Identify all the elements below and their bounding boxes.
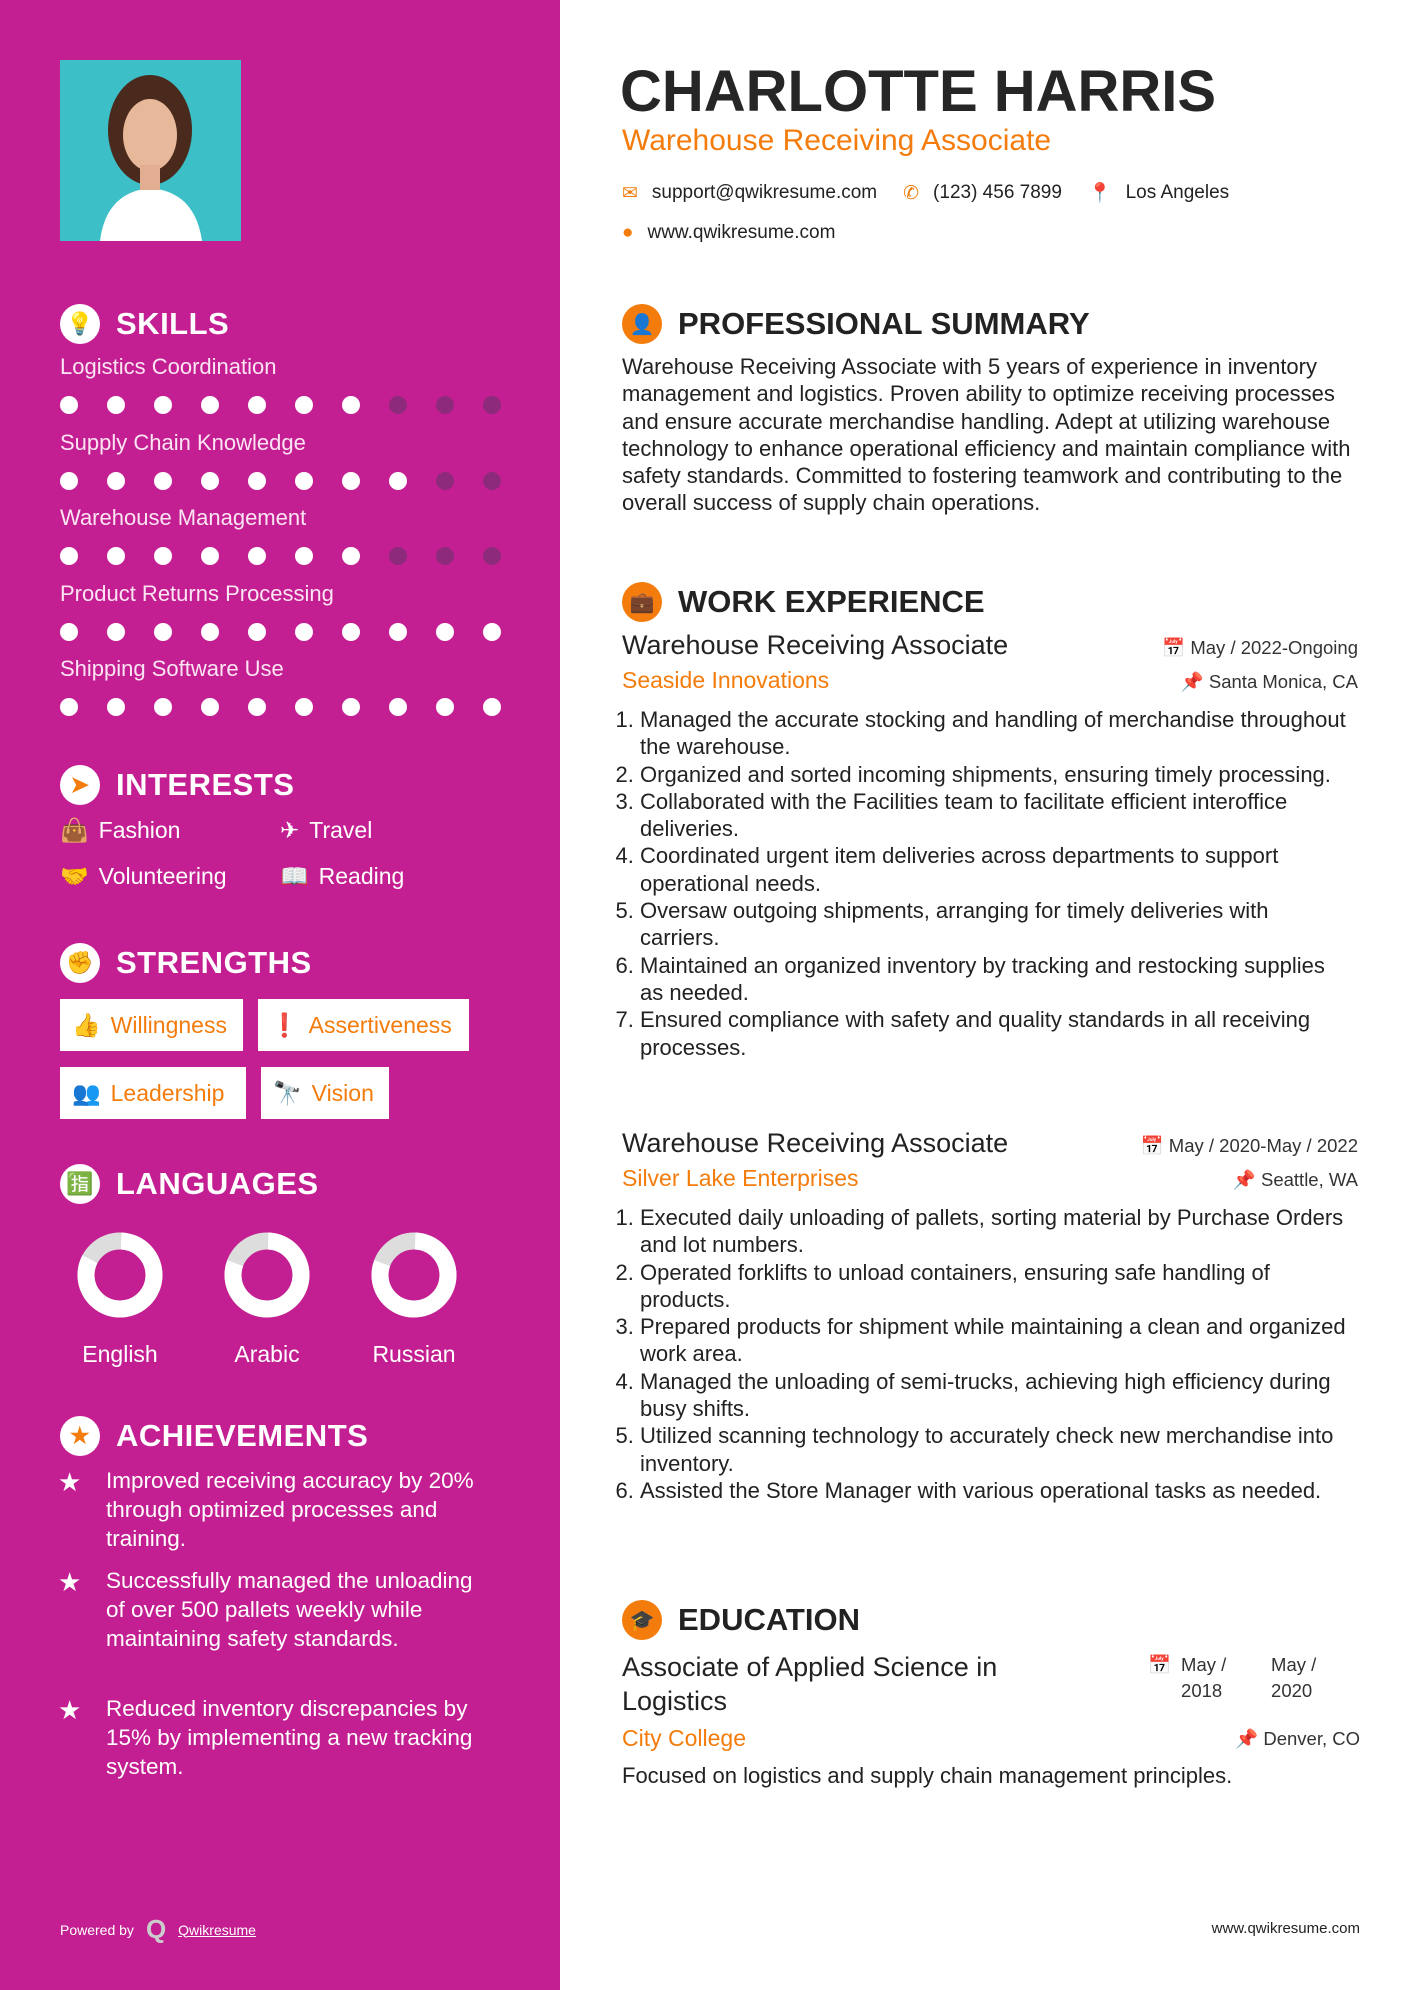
rating-dot	[295, 623, 313, 641]
calendar-icon: 📅	[1140, 1135, 1169, 1156]
rating-dot	[436, 547, 454, 565]
job-bullet: 1. Executed daily unloading of pallets, sorting material by Purchase Orders and lot numbers.	[640, 1204, 1352, 1259]
rating-dot	[389, 698, 407, 716]
globe-icon: ●	[622, 222, 634, 243]
rating-dot	[483, 623, 501, 641]
rating-dot	[60, 623, 78, 641]
star-icon: ★	[58, 1695, 82, 1725]
calendar-icon: 📅	[1162, 637, 1191, 658]
map-pin-icon: 📍	[1087, 183, 1112, 204]
contact-row	[622, 181, 1229, 205]
rating-dot	[60, 698, 78, 716]
rating-dot	[342, 396, 360, 414]
skill-rating	[60, 396, 520, 414]
achievements-heading: ★ ACHIEVEMENTS	[60, 1416, 368, 1456]
profile-photo	[60, 60, 241, 241]
rating-dot	[201, 623, 219, 641]
translate-icon: 🈯	[60, 1164, 100, 1204]
pin-icon: 📌	[1235, 1728, 1264, 1749]
strength-badge: 🔭 Vision	[261, 1067, 389, 1119]
candidate-name: CHARLOTTE HARRIS	[620, 59, 1217, 124]
language-label: Arabic	[234, 1341, 300, 1367]
job-bullet: 5. Oversaw outgoing shipments, arranging for timely deliveries with carriers.	[640, 897, 1352, 952]
rating-dot	[154, 472, 172, 490]
skill-rating	[60, 698, 520, 716]
job-entry	[622, 1128, 1358, 1504]
book-icon: 📖	[280, 863, 309, 889]
skill-rating	[60, 623, 520, 641]
rating-dot	[436, 396, 454, 414]
graduate-icon: 🎓	[622, 1600, 662, 1640]
rating-dot	[295, 547, 313, 565]
job-bullets	[616, 1204, 1352, 1504]
job-bullet: 7. Ensured compliance with safety and quality standards in all receiving processes.	[640, 1006, 1352, 1061]
job-bullet: 4. Managed the unloading of semi-trucks, achieving high efficiency during busy shifts.	[640, 1368, 1352, 1423]
language-donut	[369, 1230, 459, 1320]
job-bullet: 5. Utilized scanning technology to accurately check new merchandise into inventory.	[640, 1422, 1352, 1477]
rating-dot	[295, 698, 313, 716]
languages-heading: 🈯 LANGUAGES	[60, 1164, 319, 1204]
fist-icon: ✊	[60, 943, 100, 983]
rating-dot	[342, 472, 360, 490]
job-bullet: 1. Managed the accurate stocking and handling of merchandise throughout the warehouse.	[640, 706, 1352, 761]
rating-dot	[60, 396, 78, 414]
job-location: 📌 Santa Monica, CA	[1180, 671, 1358, 692]
rating-dot	[248, 547, 266, 565]
language-donut	[222, 1230, 312, 1320]
strength-badge: ❗ Assertiveness	[258, 999, 469, 1051]
summary-text: Warehouse Receiving Associate with 5 years of experience in inventory management and logistics. Proven ability to optimize receiving processes and ensure accurate merchandise handling. Adept at utilizing warehouse technology to enhance operational efficiency and maintain compliance with safety standards. Committed to fostering teamwork and contributing to the overall success of supply chain operations.	[622, 354, 1351, 516]
rating-dot	[389, 396, 407, 414]
job-bullet: 6. Assisted the Store Manager with various operational tasks as needed.	[640, 1477, 1352, 1504]
interest-item: ✈ Travel	[280, 817, 373, 843]
experience-heading: 💼 WORK EXPERIENCE	[622, 582, 985, 622]
rating-dot	[248, 396, 266, 414]
star-icon: ★	[58, 1467, 82, 1497]
rating-dot	[483, 396, 501, 414]
skill-label: Logistics Coordination	[60, 354, 277, 379]
strength-badge: 👥 Leadership	[60, 1067, 246, 1119]
website-row	[622, 222, 835, 244]
skill-rating	[60, 472, 520, 490]
rating-dot	[154, 547, 172, 565]
phone-icon: ✆	[903, 182, 920, 204]
skill-item	[60, 505, 520, 565]
interest-item: 👜 Fashion	[60, 817, 181, 843]
shopping-bag-icon: 👜	[60, 817, 89, 843]
school: City College	[622, 1725, 746, 1751]
language-item	[354, 1230, 474, 1368]
skill-label: Shipping Software Use	[60, 656, 284, 681]
education-description: Focused on logistics and supply chain management principles.	[622, 1763, 1233, 1788]
rating-dot	[295, 396, 313, 414]
pin-icon: 📌	[1180, 671, 1209, 692]
interest-item: 📖 Reading	[280, 863, 405, 889]
rating-dot	[107, 623, 125, 641]
email[interactable]: support@qwikresume.com	[651, 182, 878, 203]
rating-dot	[154, 396, 172, 414]
job-bullet: 3. Prepared products for shipment while maintaining a clean and organized work area.	[640, 1313, 1352, 1368]
rating-dot	[60, 472, 78, 490]
rating-dot	[107, 396, 125, 414]
language-label: Russian	[372, 1341, 456, 1367]
job-bullet: 3. Collaborated with the Facilities team to facilitate efficient interoffice deliveries.	[640, 788, 1352, 843]
job-title: Warehouse Receiving Associate	[622, 124, 1052, 157]
rating-dot	[154, 623, 172, 641]
company-name: Silver Lake Enterprises	[622, 1165, 859, 1191]
strength-badge: 👍 Willingness	[60, 999, 243, 1051]
rating-dot	[436, 698, 454, 716]
achievement-item: Reduced inventory discrepancies by 15% by implementing a new tracking system.	[106, 1696, 473, 1779]
skill-item	[60, 354, 520, 414]
rating-dot	[248, 698, 266, 716]
skill-item	[60, 430, 520, 490]
interests-heading: ➤ INTERESTS	[60, 765, 294, 805]
handshake-icon: 🤝	[60, 863, 89, 889]
job-location: 📌 Seattle, WA	[1232, 1169, 1358, 1190]
user-icon: 👤	[622, 304, 662, 344]
rating-dot	[483, 547, 501, 565]
job-bullet: 2. Organized and sorted incoming shipments, ensuring timely processing.	[640, 761, 1352, 788]
job-bullet: 2. Operated forklifts to unload containers, ensuring safe handling of products.	[640, 1259, 1352, 1314]
calendar-icon: 📅	[1148, 1654, 1172, 1675]
star-icon: ★	[58, 1567, 82, 1597]
job-bullet: 4. Coordinated urgent item deliveries across departments to support operational needs.	[640, 842, 1352, 897]
qwikresume-logo-icon: Q	[145, 1914, 167, 1944]
rating-dot	[483, 698, 501, 716]
rating-dot	[201, 472, 219, 490]
website-link[interactable]: www.qwikresume.com	[647, 222, 836, 243]
chair-icon: 💼	[622, 582, 662, 622]
rating-dot	[436, 472, 454, 490]
job-dates: 📅 May / 2022-Ongoing	[1162, 637, 1358, 658]
rating-dot	[60, 547, 78, 565]
rating-dot	[201, 547, 219, 565]
job-dates: 📅 May / 2020-May / 2022	[1140, 1135, 1358, 1156]
job-bullet: 6. Maintained an organized inventory by tracking and restocking supplies as needed.	[640, 952, 1352, 1007]
rating-dot	[295, 472, 313, 490]
rating-dot	[389, 623, 407, 641]
summary-heading: 👤 PROFESSIONAL SUMMARY	[622, 304, 1090, 344]
job-entry	[622, 630, 1358, 1061]
language-item	[60, 1230, 180, 1368]
language-label: English	[82, 1341, 158, 1367]
job-title: Warehouse Receiving Associate	[622, 1128, 1009, 1158]
star-badge-icon: ★	[60, 1416, 100, 1456]
rating-dot	[389, 472, 407, 490]
rating-dot	[154, 698, 172, 716]
envelope-icon: ✉	[622, 182, 638, 204]
company-name: Seaside Innovations	[622, 667, 830, 693]
education-location: 📌 Denver, CO	[1235, 1728, 1360, 1749]
interest-item: 🤝 Volunteering	[60, 863, 227, 889]
rating-dot	[342, 698, 360, 716]
degree: Associate of Applied Science in Logistics	[622, 1652, 998, 1716]
skill-rating	[60, 547, 520, 565]
rating-dot	[201, 396, 219, 414]
rating-dot	[201, 698, 219, 716]
rating-dot	[248, 472, 266, 490]
job-title: Warehouse Receiving Associate	[622, 630, 1009, 660]
skill-item	[60, 581, 520, 641]
lightbulb-icon: 💡	[60, 304, 100, 344]
skill-label: Supply Chain Knowledge	[60, 429, 306, 455]
skills-heading: 💡 SKILLS	[60, 304, 229, 344]
rating-dot	[107, 547, 125, 565]
rating-dot	[389, 547, 407, 565]
job-bullets	[616, 706, 1352, 1061]
rating-dot	[342, 547, 360, 565]
achievement-item: Successfully managed the unloading of over 500 pallets weekly while maintaining safety standards.	[106, 1568, 473, 1651]
rating-dot	[107, 698, 125, 716]
achievement-item: Improved receiving accuracy by 20% through optimized processes and training.	[106, 1468, 474, 1551]
rating-dot	[107, 472, 125, 490]
thumbs-up-icon: 👍	[72, 1011, 101, 1038]
exclamation-icon: ❗	[270, 1011, 299, 1038]
paper-plane-icon: ➤	[60, 765, 100, 805]
skill-item	[60, 656, 520, 716]
education-dates: 📅 May / 2018 May / 2020	[1148, 1652, 1341, 1704]
language-item	[207, 1230, 327, 1368]
rating-dot	[342, 623, 360, 641]
plane-icon: ✈	[280, 817, 300, 843]
pin-icon: 📌	[1232, 1169, 1261, 1190]
binoculars-icon: 🔭	[273, 1079, 302, 1106]
rating-dot	[436, 623, 454, 641]
powered-by: Powered by Q Qwikresume	[60, 1914, 256, 1944]
footer-url[interactable]: www.qwikresume.com	[1211, 1920, 1360, 1937]
rating-dot	[483, 472, 501, 490]
language-donut	[75, 1230, 165, 1320]
skill-label: Product Returns Processing	[60, 580, 334, 606]
skill-label: Warehouse Management	[60, 505, 307, 530]
education-heading: 🎓 EDUCATION	[622, 1600, 860, 1640]
users-icon: 👥	[72, 1079, 101, 1106]
location: Los Angeles	[1125, 182, 1230, 203]
sidebar	[0, 0, 560, 1990]
strengths-heading: ✊ STRENGTHS	[60, 943, 312, 983]
rating-dot	[248, 623, 266, 641]
phone[interactable]: (123) 456 7899	[933, 182, 1062, 203]
qwikresume-link[interactable]: Qwikresume	[178, 1921, 256, 1938]
